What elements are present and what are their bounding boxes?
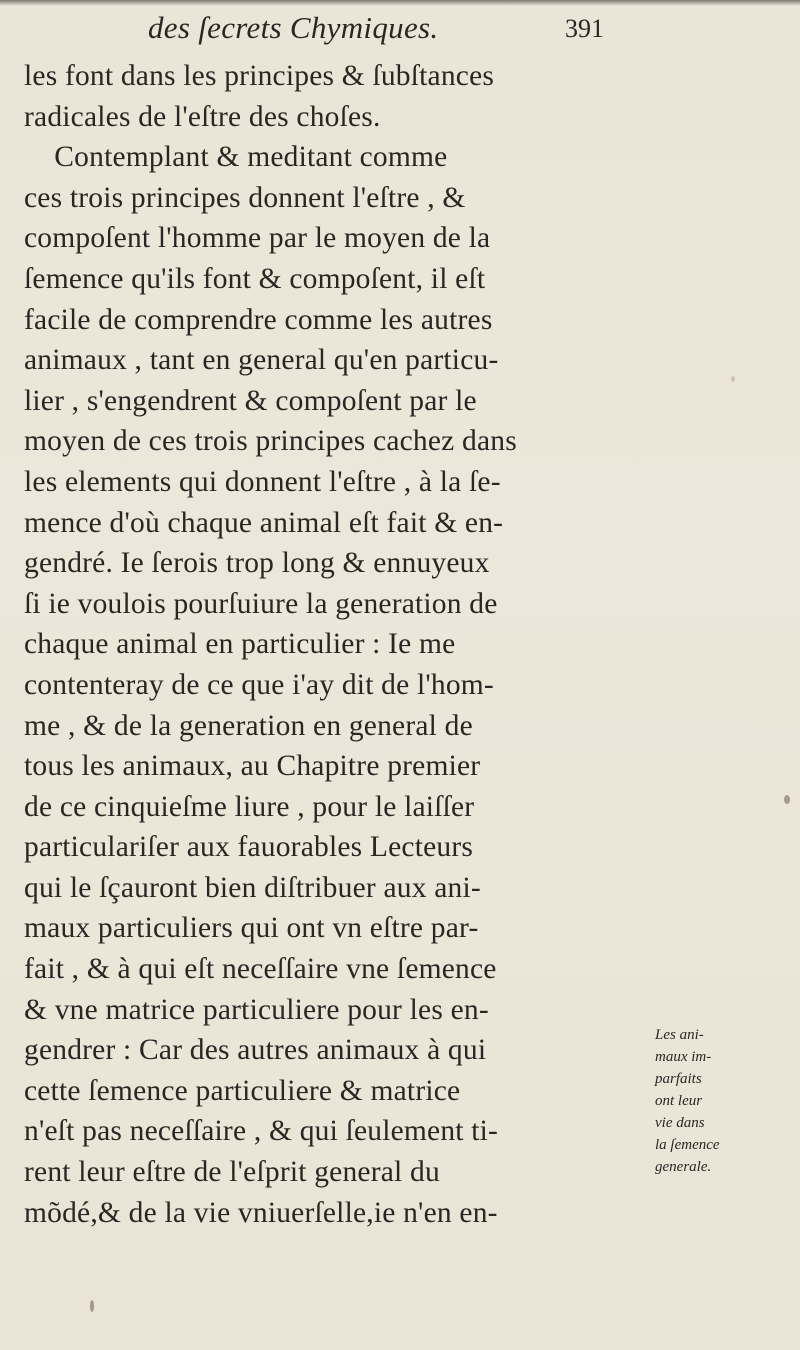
text-line: n'eſt pas neceſſaire , & qui ſeulement ti-: [24, 1115, 499, 1148]
text-line: ſemence qu'ils font & compoſent, il eſt: [24, 262, 486, 295]
text-line: chaque animal en particulier : Ie me: [24, 628, 456, 661]
text-line: qui le ſçauront bien diſtribuer aux ani-: [24, 871, 481, 904]
margin-note: [655, 1024, 795, 1178]
text-line: mõdé,& de la vie vniuerſelle,ie n'en en-: [24, 1196, 498, 1229]
margin-note-line: ont leur: [655, 1093, 703, 1109]
text-line: ces trois principes donnent l'eſtre , &: [24, 181, 466, 214]
margin-note-line: parfaits: [655, 1071, 702, 1087]
text-line: contenteray de ce que i'ay dit de l'hom-: [24, 668, 494, 701]
text-line: lier , s'engendrent & compoſent par le: [24, 384, 477, 417]
text-line: maux particuliers qui ont vn eſtre par-: [24, 912, 479, 945]
text-line: animaux , tant en general qu'en particu-: [24, 344, 499, 377]
paper-speck: [784, 795, 790, 804]
text-line: mence d'où chaque animal eſt fait & en-: [24, 506, 504, 539]
margin-note-line: vie dans: [655, 1115, 705, 1131]
body-text: [24, 56, 644, 1233]
text-line: tous les animaux, au Chapitre premier: [24, 750, 481, 783]
margin-note-line: Les ani-: [655, 1027, 704, 1043]
text-line: particulariſer aux fauorables Lecteurs: [24, 831, 474, 864]
text-line: fait , & à qui eſt neceſſaire vne ſemence: [24, 953, 497, 986]
margin-note-line: maux im-: [655, 1049, 712, 1065]
text-line: gendré. Ie ſerois trop long & ennuyeux: [24, 547, 490, 580]
text-line: ſi ie voulois pourſuiure la generation de: [24, 587, 498, 620]
margin-note-line: generale.: [655, 1159, 712, 1175]
running-title: des ſecrets Chymiques.: [148, 10, 439, 45]
page-edge-shadow: [0, 0, 800, 6]
text-line: les font dans les principes & ſubſtances: [24, 60, 495, 92]
text-line: moyen de ces trois principes cachez dans: [24, 425, 517, 458]
page-number: 391: [565, 14, 604, 43]
text-line: me , & de la generation en general de: [24, 709, 473, 742]
text-line: de ce cinquieſme liure , pour le laiſſer: [24, 790, 475, 823]
paper-speck: [90, 1300, 94, 1312]
text-line: cette ſemence particuliere & matrice: [24, 1074, 461, 1107]
text-line: & vne matrice particuliere pour les en-: [24, 993, 489, 1026]
text-line: les elements qui donnent l'eſtre , à la ſe-: [24, 465, 501, 498]
text-line: radicales de l'eſtre des choſes.: [24, 100, 381, 133]
page-header: [0, 10, 800, 50]
text-line: Contemplant & meditant comme: [24, 141, 448, 174]
text-line: facile de comprendre comme les autres: [24, 303, 493, 336]
text-line: compoſent l'homme par le moyen de la: [24, 222, 491, 255]
text-line: gendrer : Car des autres animaux à qui: [24, 1034, 487, 1067]
paper-speck: [731, 376, 735, 382]
margin-note-line: la ſemence: [655, 1137, 720, 1153]
text-line: rent leur eſtre de l'eſprit general du: [24, 1156, 440, 1189]
